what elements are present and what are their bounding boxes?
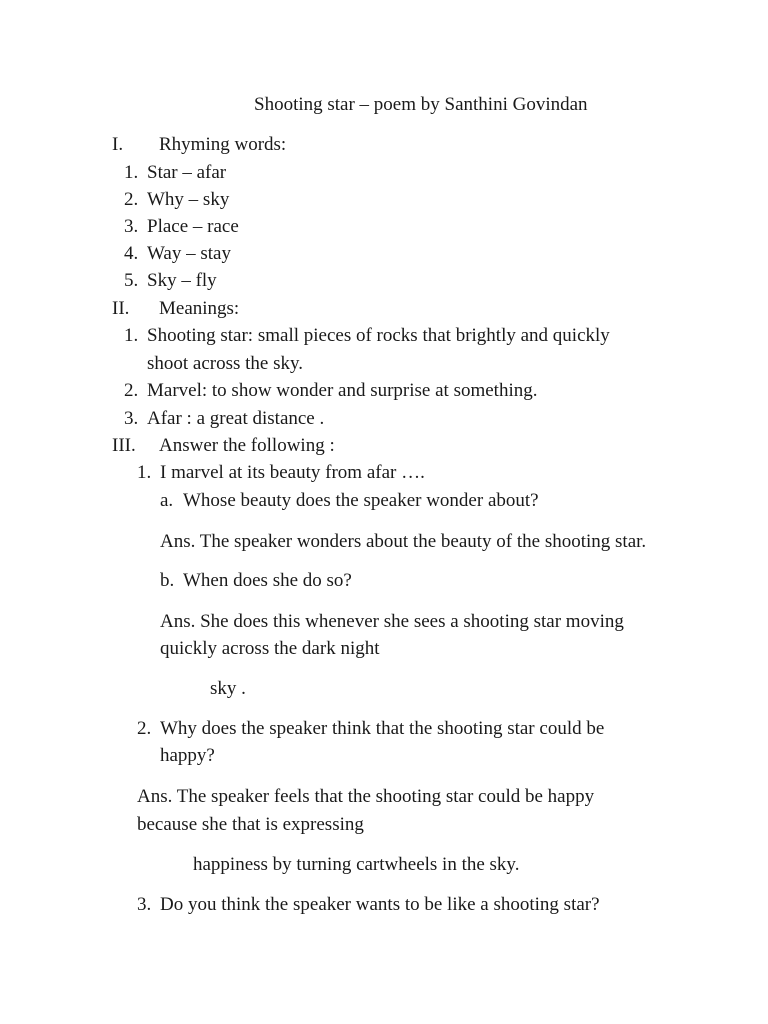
question-1a-label: a. <box>160 490 174 511</box>
answer-1b-line-1: Ans. She does this whenever she sees a shooting star moving <box>160 611 624 632</box>
meaning-item-1-line-2: shoot across the sky. <box>147 353 304 374</box>
rhyme-item-3: Place – race <box>147 216 239 237</box>
answer-2-line-1: Ans. The speaker feels that the shooting star could be happy <box>137 786 595 807</box>
rhyme-item-2: Why – sky <box>147 189 230 210</box>
question-1b-text: When does she do so? <box>183 570 352 591</box>
question-3-text: Do you think the speaker wants to be like a shooting star? <box>160 894 600 915</box>
question-1-number: 1. <box>137 462 152 483</box>
meaning-item-1-number: 1. <box>124 325 139 346</box>
section-3-heading: Answer the following : <box>159 435 335 456</box>
meaning-item-3-number: 3. <box>124 408 139 429</box>
rhyme-item-3-number: 3. <box>124 216 139 237</box>
answer-1a: Ans. The speaker wonders about the beauty of the shooting star. <box>160 531 647 552</box>
rhyme-item-2-number: 2. <box>124 189 139 210</box>
meaning-item-2: Marvel: to show wonder and surprise at something. <box>147 380 538 401</box>
question-2-line-2: happy? <box>160 745 215 766</box>
section-1-heading: Rhyming words: <box>159 134 287 155</box>
rhyme-item-1: Star – afar <box>147 162 227 183</box>
question-2-line-1: Why does the speaker think that the shooting star could be <box>160 718 605 739</box>
question-1-quote: I marvel at its beauty from afar …. <box>160 462 425 483</box>
answer-2-line-2: because she that is expressing <box>137 814 364 835</box>
answer-1b-line-2: quickly across the dark night <box>160 638 380 659</box>
question-1b-label: b. <box>160 570 175 591</box>
section-2-numeral: II. <box>112 298 130 319</box>
answer-1b-line-3: sky . <box>210 678 246 699</box>
document-title: Shooting star – poem by Santhini Govindan <box>254 94 588 115</box>
meaning-item-1-line-1: Shooting star: small pieces of rocks that brightly and quickly <box>147 325 610 346</box>
question-1a-text: Whose beauty does the speaker wonder about? <box>183 490 539 511</box>
section-2-heading: Meanings: <box>159 298 240 319</box>
question-2-number: 2. <box>137 718 152 739</box>
section-1-numeral: I. <box>112 134 124 155</box>
section-3-numeral: III. <box>112 435 136 456</box>
question-3-number: 3. <box>137 894 152 915</box>
rhyme-item-4: Way – stay <box>147 243 231 264</box>
answer-2-line-3: happiness by turning cartwheels in the sky. <box>193 854 520 875</box>
rhyme-item-4-number: 4. <box>124 243 139 264</box>
meaning-item-2-number: 2. <box>124 380 139 401</box>
rhyme-item-5-number: 5. <box>124 270 139 291</box>
meaning-item-3: Afar : a great distance . <box>147 408 325 429</box>
rhyme-item-5: Sky – fly <box>147 270 217 291</box>
rhyme-item-1-number: 1. <box>124 162 139 183</box>
